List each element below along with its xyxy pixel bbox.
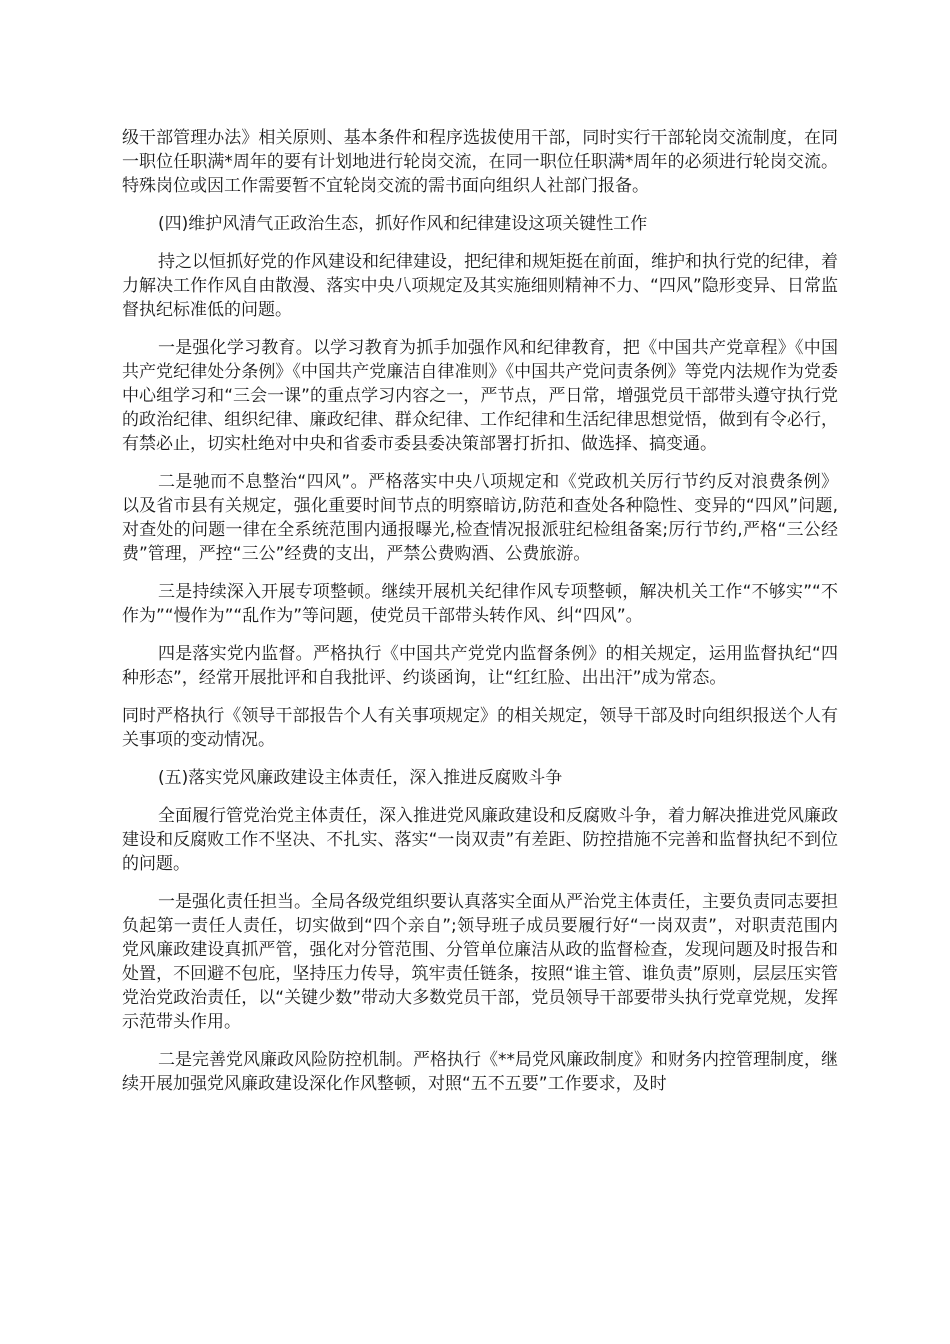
paragraph-11: 一是强化责任担当。全局各级党组织要认真落实全面从严治党主体责任，主要负责同志要担负起第一责任人责任，切实做到“四个亲自”;领导班子成员要履行好“一岗双责”，对职责范围内党风廉政建设真抓严管，强化对分管范围、分管单位廉洁从政的监督检查，发现问题及时报告和处置，不回避不包庇，坚持压力传导，筑牢责任链条，按照“谁主管、谁负责”原则，层层压实管党治党政治责任，以“关键少数”带动大多数党员干部，党员领导干部要带头执行党章党规，发挥示范带头作用。 (122, 892, 838, 1032)
document-body (122, 126, 838, 1110)
paragraph-7: 四是落实党内监督。严格执行《中国共产党党内监督条例》的相关规定，运用监督执纪“四种形态”，经常开展批评和自我批评、约谈函询，让“红红脸、出出汗”成为常态。 (122, 644, 838, 688)
paragraph-1: 级干部管理办法》相关原则、基本条件和程序选拔使用干部，同时实行干部轮岗交流制度，在同一职位任职满*周年的要有计划地进行轮岗交流，在同一职位任职满*周年的必须进行轮岗交流。特殊岗位或因工作需要暂不宜轮岗交流的需书面向组织人社部门报备。 (122, 128, 838, 196)
paragraph-12: 二是完善党风廉政风险防控机制。严格执行《**局党风廉政制度》和财务内控管理制度，继续开展加强党风廉政建设深化作风整顿，对照“五不五要”工作要求，及时 (122, 1050, 838, 1094)
paragraph-10: 全面履行管党治党主体责任，深入推进党风廉政建设和反腐败斗争，着力解决推进党风廉政建设和反腐败工作不坚决、不扎实、落实“一岗双责”有差距、防控措施不完善和监督执纪不到位的问题。 (122, 806, 838, 874)
section-heading-4: (四)维护风清气正政治生态，抓好作风和纪律建设这项关键性工作 (158, 214, 648, 234)
paragraph-4: 一是强化学习教育。以学习教育为抓手加强作风和纪律教育，把《中国共产党章程》《中国共产党纪律处分条例》《中国共产党廉洁自律准则》《中国共产党问责条例》等党内法规作为党委中心组学习和“三会一课”的重点学习内容之一，严节点，严日常，增强党员干部带头遵守执行党的政治纪律、组织纪律、廉政纪律、群众纪律、工作纪律和生活纪律思想觉悟，做到有令必行，有禁必止，切实杜绝对中央和省委市委县委决策部署打折扣、做选择、搞变通。 (122, 338, 838, 454)
paragraph-5: 二是驰而不息整治“四风”。严格落实中央八项规定和《党政机关厉行节约反对浪费条例》以及省市县有关规定，强化重要时间节点的明察暗访,防范和查处各种隐性、变异的“四风”问题,对查处的问题一律在全系统范围内通报曝光,检查情况报派驻纪检组备案;厉行节约,严格“三公经费”管理，严控“三公”经费的支出，严禁公费购酒、公费旅游。 (122, 472, 838, 564)
paragraph-8: 同时严格执行《领导干部报告个人有关事项规定》的相关规定，领导干部及时向组织报送个人有关事项的变动情况。 (122, 706, 838, 750)
section-heading-5: (五)落实党风廉政建设主体责任，深入推进反腐败斗争 (158, 768, 563, 788)
paragraph-3: 持之以恒抓好党的作风建设和纪律建设，把纪律和规矩挺在前面，维护和执行党的纪律，着力解决工作作风自由散漫、落实中央八项规定及其实施细则精神不力、“四风”隐形变异、日常监督执纪标准低的问题。 (122, 252, 838, 320)
paragraph-6: 三是持续深入开展专项整顿。继续开展机关纪律作风专项整顿，解决机关工作“不够实”“不作为”“慢作为”“乱作为”等问题，使党员干部带头转作风、纠“四风”。 (122, 582, 838, 626)
